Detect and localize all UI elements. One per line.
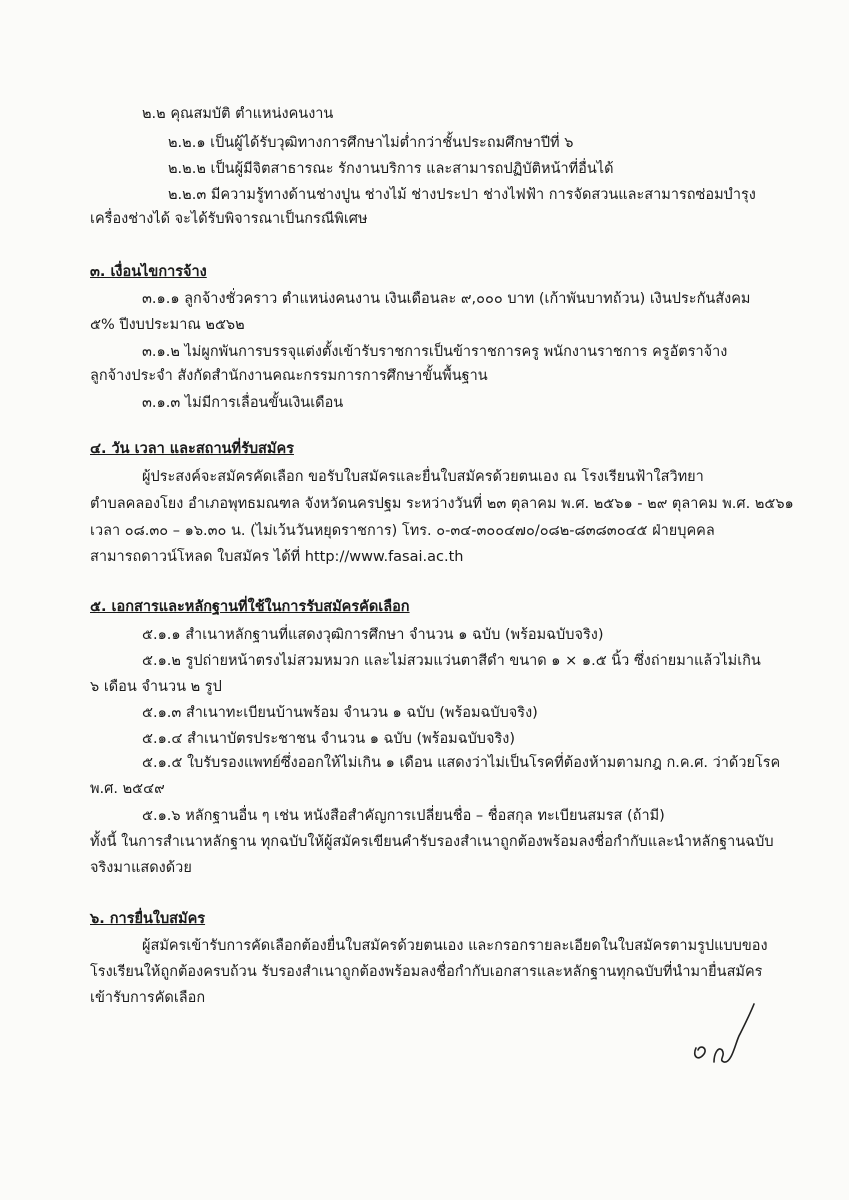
- section-6-para-line-2: โรงเรียนให้ถูกต้องครบถ้วน รับรองสำเนาถูกต้องพร้อมลงชื่อกำกับเอกสารและหลักฐานทุกฉบับที่นำมายื่นสมัคร: [90, 964, 763, 980]
- item-5-1-5-cont: พ.ศ. ๒๕๔๙: [90, 781, 165, 797]
- section-4-para-line-4: สามารถดาวน์โหลด ใบสมัคร ได้ที่ http://www.fasai.ac.th: [90, 549, 464, 565]
- item-5-1-1: ๕.๑.๑ สำเนาหลักฐานที่แสดงวุฒิการศึกษา จำนวน ๑ ฉบับ (พร้อมฉบับจริง): [142, 627, 604, 643]
- item-5-1-4: ๕.๑.๔ สำเนาบัตรประชาชน จำนวน ๑ ฉบับ (พร้อมฉบับจริง): [142, 731, 516, 747]
- item-3-1-1-cont: ๕% ปีงบประมาณ ๒๕๖๒: [90, 317, 245, 333]
- item-3-1-2: ๓.๑.๒ ไม่ผูกพันการบรรจุแต่งตั้งเข้ารับราชการเป็นข้าราชการครู พนักงานราชการ ครูอัตราจ้าง: [142, 344, 728, 360]
- item-5-1-2-cont: ๖ เดือน จำนวน ๒ รูป: [90, 679, 222, 695]
- section-5-note: ทั้งนี้ ในการสำเนาหลักฐาน ทุกฉบับให้ผู้สมัครเขียนคำรับรองสำเนาถูกต้องพร้อมลงชื่อกำกับและนำหลักฐานฉบับ: [90, 834, 774, 850]
- section-5-heading: ๕. เอกสารและหลักฐานที่ใช้ในการรับสมัครคัดเลือก: [90, 599, 410, 615]
- item-5-1-6: ๕.๑.๖ หลักฐานอื่น ๆ เช่น หนังสือสำคัญการเปลี่ยนชื่อ – ชื่อสกุล ทะเบียนสมรส (ถ้ามี): [142, 808, 665, 824]
- signature-mark: [688, 990, 768, 1070]
- item-3-1-2-cont: ลูกจ้างประจำ สังกัดสำนักงานคณะกรรมการการศึกษาขั้นพื้นฐาน: [90, 368, 488, 384]
- section-6-para-line-1: ผู้สมัครเข้ารับการคัดเลือกต้องยื่นใบสมัครด้วยตนเอง และกรอกรายละเอียดในใบสมัครตามรูปแบบของ: [142, 938, 768, 954]
- section-6-para-line-3: เข้ารับการคัดเลือก: [90, 990, 206, 1006]
- item-5-1-5: ๕.๑.๕ ใบรับรองแพทย์ซึ่งออกให้ไม่เกิน ๑ เดือน แสดงว่าไม่เป็นโรคที่ต้องห้ามตามกฎ ก.ค.ศ. ว่าด้วยโรค: [142, 755, 781, 771]
- section-6-heading: ๖. การยื่นใบสมัคร: [90, 911, 206, 927]
- section-3-heading: ๓. เงื่อนไขการจ้าง: [90, 264, 207, 280]
- item-2-2-2: ๒.๒.๒ เป็นผู้มีจิตสาธารณะ รักงานบริการ และสามารถปฏิบัติหน้าที่อื่นได้: [168, 161, 614, 177]
- item-2-2-1: ๒.๒.๑ เป็นผู้ได้รับวุฒิทางการศึกษาไม่ต่ำกว่าชั้นประถมศึกษาปีที่ ๖: [168, 135, 574, 151]
- item-2-2-3: ๒.๒.๓ มีความรู้ทางด้านช่างปูน ช่างไม้ ช่างประปา ช่างไฟฟ้า การจัดสวนและสามารถซ่อมบำรุง: [168, 187, 756, 203]
- item-2-2-3-cont: เครื่องช่างได้ จะได้รับพิจารณาเป็นกรณีพิเศษ: [90, 211, 368, 227]
- section-4-heading: ๔. วัน เวลา และสถานที่รับสมัคร: [90, 441, 294, 457]
- item-3-1-3: ๓.๑.๓ ไม่มีการเลื่อนขั้นเงินเดือน: [142, 395, 344, 411]
- section-4-para-line-2: ตำบลคลองโยง อำเภอพุทธมณฑล จังหวัดนครปฐม ระหว่างวันที่ ๒๓ ตุลาคม พ.ศ. ๒๕๖๑ - ๒๙ ตุลาคม พ.ศ. ๒๕๖๑: [90, 496, 794, 512]
- item-3-1-1: ๓.๑.๑ ลูกจ้างชั่วคราว ตำแหน่งคนงาน เงินเดือนละ ๙,๐๐๐ บาท (เก้าพันบาทถ้วน) เงินประกันสังคม: [142, 291, 751, 307]
- item-5-1-2: ๕.๑.๒ รูปถ่ายหน้าตรงไม่สวมหมวก และไม่สวมแว่นตาสีดำ ขนาด ๑ × ๑.๕ นิ้ว ซึ่งถ่ายมาแล้วไม่เกิน: [142, 653, 761, 669]
- item-5-1-3: ๕.๑.๓ สำเนาทะเบียนบ้านพร้อม จำนวน ๑ ฉบับ (พร้อมฉบับจริง): [142, 705, 538, 721]
- section-2-2-heading: ๒.๒ คุณสมบัติ ตำแหน่งคนงาน: [142, 106, 334, 122]
- section-5-note-cont: จริงมาแสดงด้วย: [90, 860, 192, 876]
- section-4-para-line-3: เวลา ๐๘.๓๐ – ๑๖.๓๐ น. (ไม่เว้นวันหยุดราชการ) โทร. ๐-๓๔-๓๐๐๔๗๐/๐๘๒-๘๓๘๓๐๔๕ ฝ่ายบุคคล: [90, 523, 715, 539]
- section-4-para-line-1: ผู้ประสงค์จะสมัครคัดเลือก ขอรับใบสมัครและยื่นใบสมัครด้วยตนเอง ณ โรงเรียนฟ้าใสวิทยา: [142, 469, 704, 485]
